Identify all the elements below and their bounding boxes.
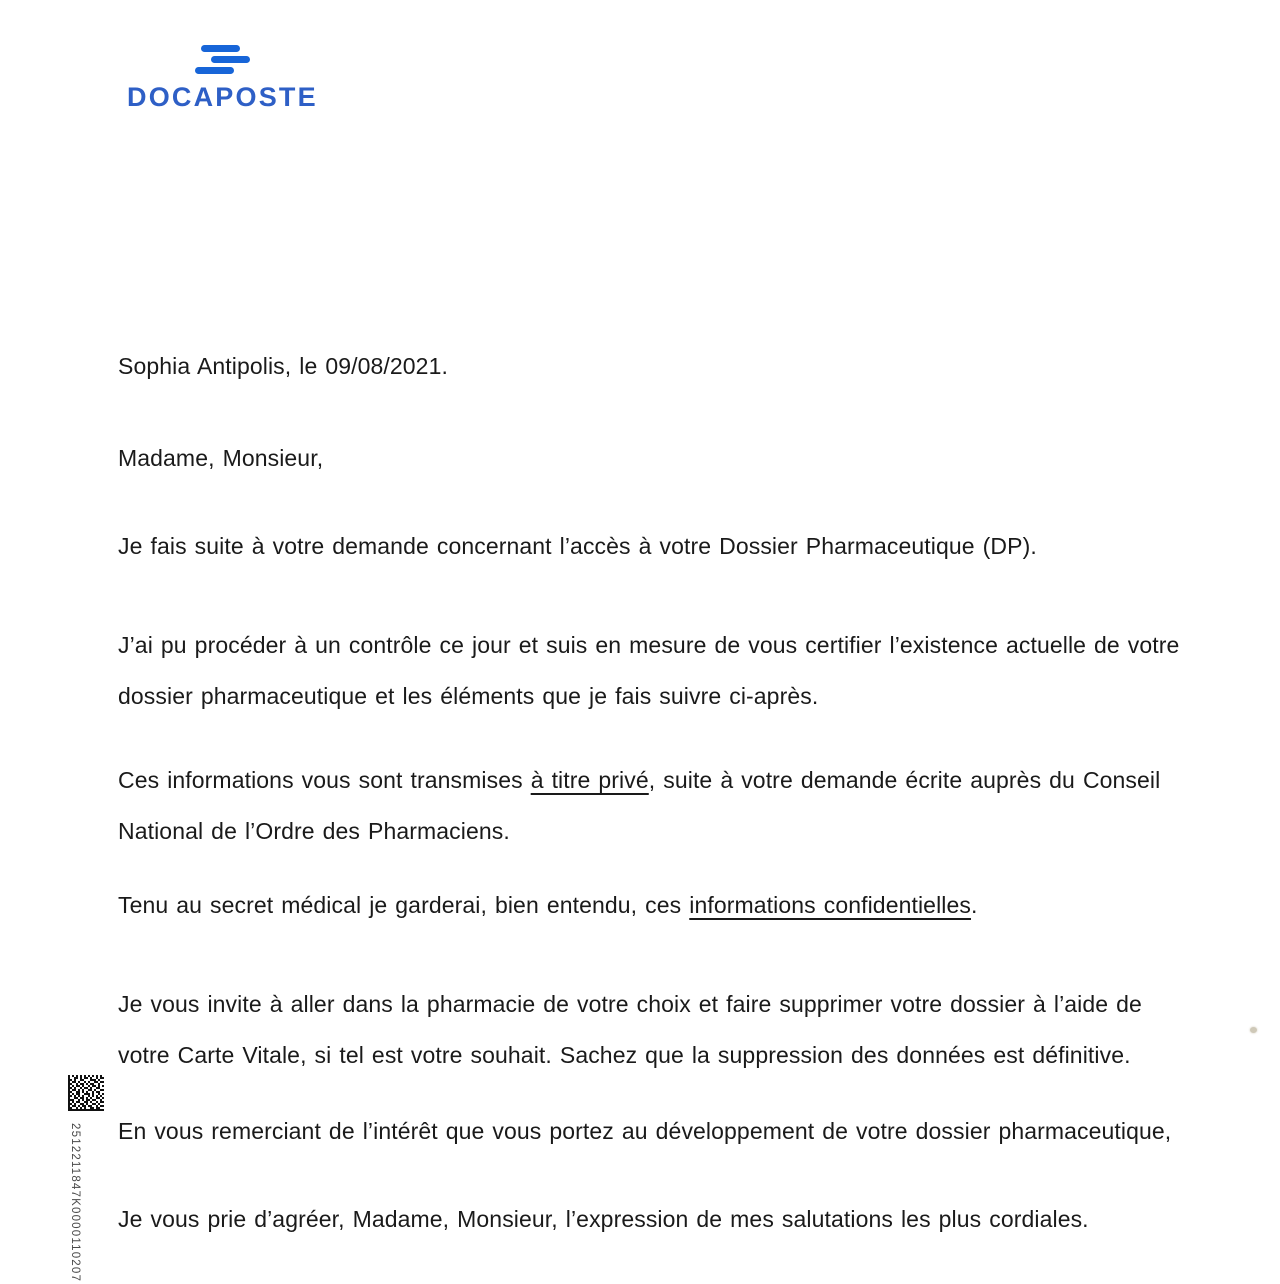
logo-bars-icon [201,45,240,52]
paragraph-remerciement: En vous remerciant de l’intérêt que vous portez au développement de votre dossier pharmaceutique, [118,1118,1172,1144]
paragraph-salutations: Je vous prie d’agréer, Madame, Monsieur, l’expression de mes salutations les plus cordiales. [118,1206,1089,1232]
paragraph-transmission [118,755,1193,857]
paragraph-intro: Je fais suite à votre demande concernant l’accès à votre Dossier Pharmaceutique (DP). [118,533,1037,559]
vertical-reference-code: 2512211847K0000110207 [69,1123,81,1283]
paragraph-transmission-post: , suite à votre demande écrite auprès du Conseil National de l’Ordre des Pharmaciens. [118,767,1161,844]
logo-wordmark: DOCAPOSTE [127,82,318,112]
scan-artifact [1250,1027,1257,1033]
paragraph-transmission-pre: Ces informations vous sont transmises [118,767,531,793]
paragraph-controle: J’ai pu procéder à un contrôle ce jour et suis en mesure de vous certifier l’existence actuelle de votre dossier pharmaceutique et les éléments que je fais suivre ci-après. [118,632,1180,709]
underlined-informations-confidentielles: informations confidentielles [689,892,971,918]
paragraph-secret-medical [118,891,1193,919]
paragraph-secret-pre: Tenu au secret médical je garderai, bien entendu, ces [118,892,690,918]
logo-bars-icon [211,56,250,63]
paragraph-secret-post: . [970,892,978,918]
logo-bars-icon [195,67,234,74]
dateline: Sophia Antipolis, le 09/08/2021. [118,353,448,379]
paragraph-suppression: Je vous invite à aller dans la pharmacie de votre choix et faire supprimer votre dossier à l’aide de votre Carte Vitale, si tel est votre souhait. Sachez que la suppression des données est définitive. [118,991,1142,1068]
salutation: Madame, Monsieur, [118,445,324,471]
underlined-a-titre-prive: à titre privé [530,767,649,793]
docaposte-logo [127,45,327,115]
datamatrix-barcode [68,1075,104,1111]
